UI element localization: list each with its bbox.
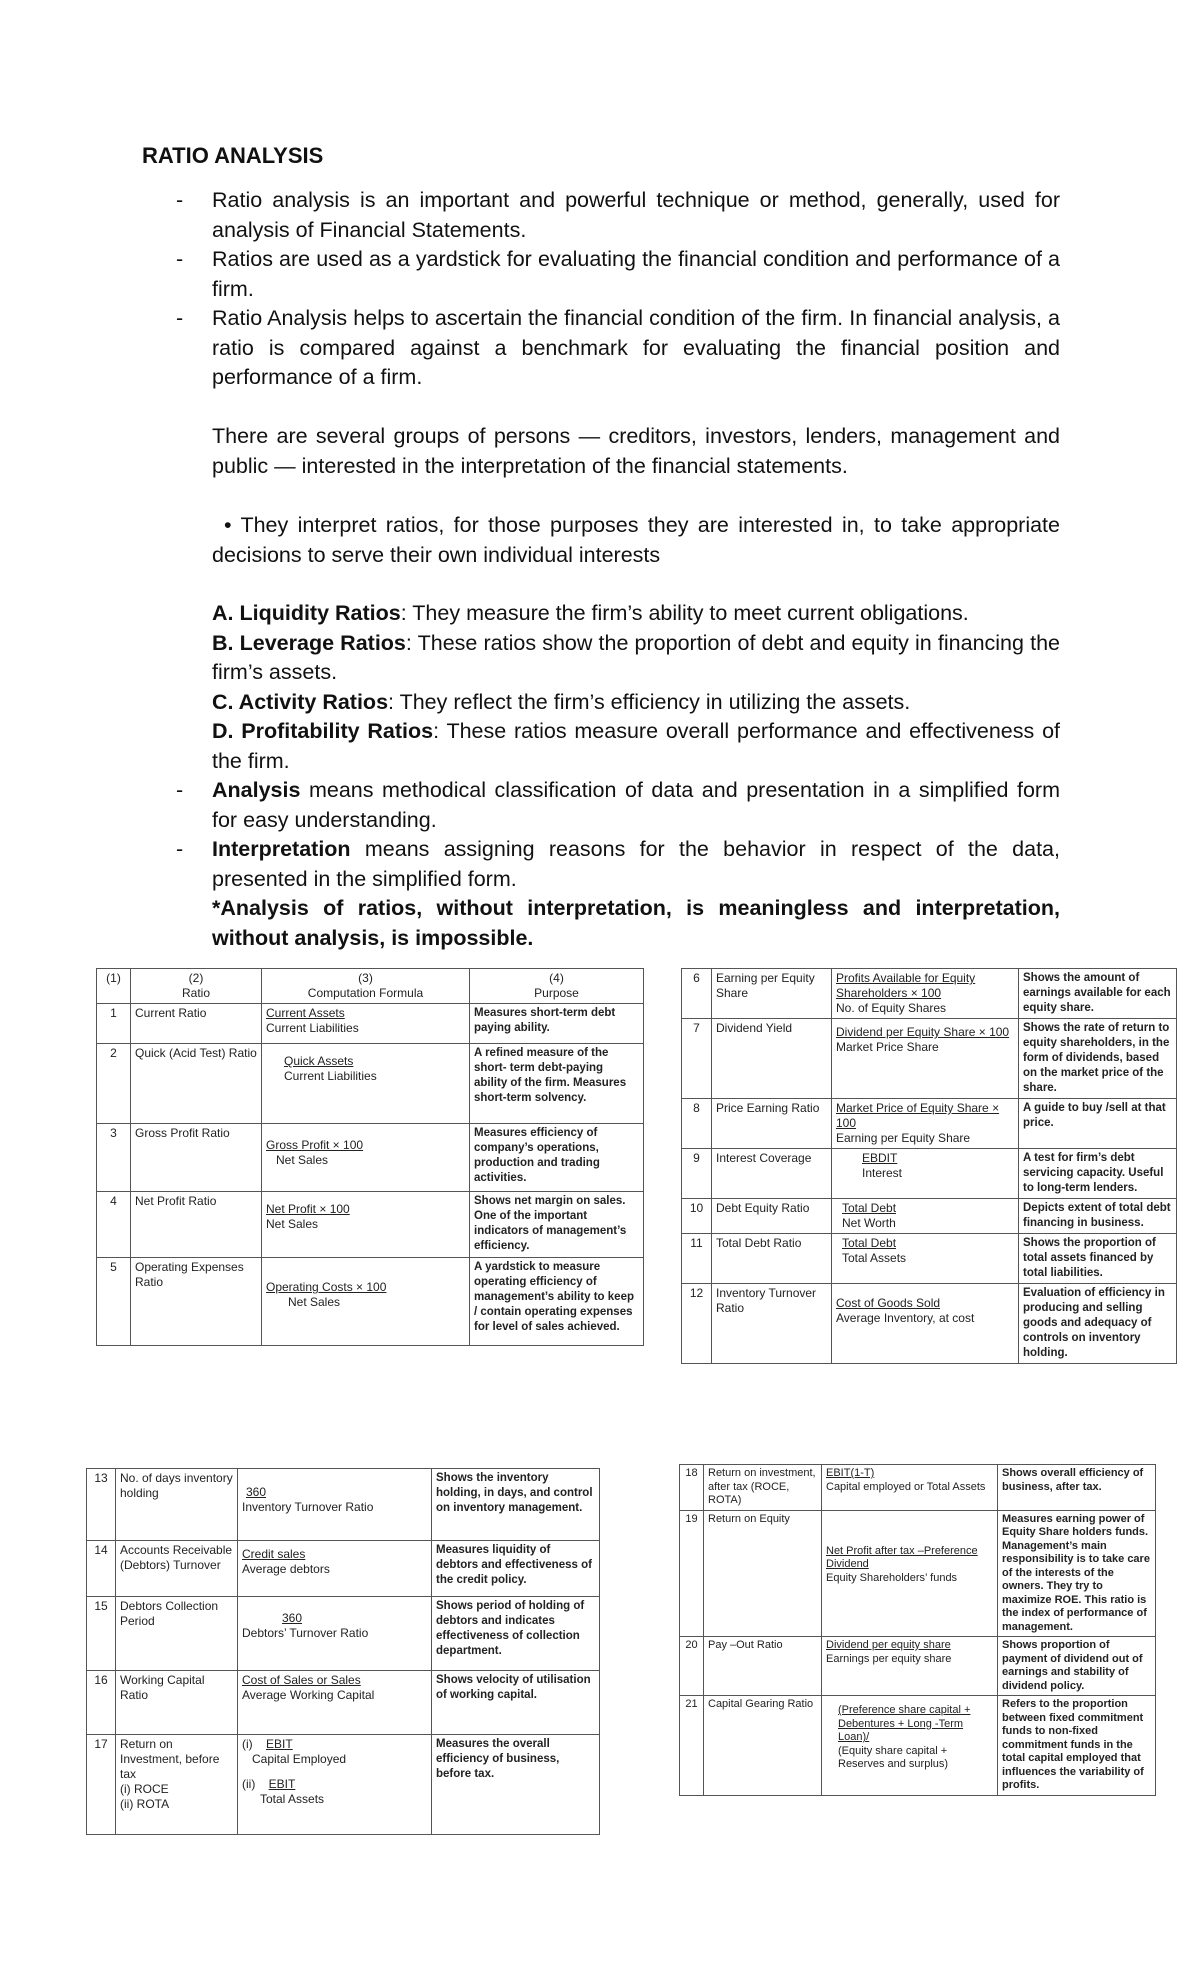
- interpretation-definition: - Interpretation means assigning reasons for the behavior in respect of the data, presented in the simplified form.: [176, 837, 1060, 891]
- table-row: 14 Accounts Receivable (Debtors) Turnover Credit sales Average debtors Measures liquidity of debtors and effectiveness of the credit policy.: [87, 1541, 600, 1597]
- group-leverage: B. Leverage Ratios: These ratios show the proportion of debt and equity in financing the firm’s assets.: [212, 630, 1060, 684]
- ratio-table-4: [679, 1464, 1156, 1796]
- group-liquidity: A. Liquidity Ratios: They measure the firm’s ability to meet current obligations.: [212, 601, 969, 625]
- table-row: 16 Working Capital Ratio Cost of Sales or Sales Average Working Capital Shows velocity of utilisation of working capital.: [87, 1671, 600, 1735]
- table-row: 13 No. of days inventory holding 360 Inventory Turnover Ratio Shows the inventory holding, in days, and control on inventory management.: [87, 1469, 600, 1541]
- table-row: 9 Interest Coverage EBDIT Interest A test for firm’s debt servicing capacity. Useful to long-term lenders.: [682, 1149, 1177, 1199]
- table-row: 7 Dividend Yield Dividend per Equity Share × 100 Market Price Share Shows the rate of return to equity shareholders, in the form of dividends, based on the market price of the share.: [682, 1019, 1177, 1099]
- table-row: 11 Total Debt Ratio Total Debt Total Assets Shows the proportion of total assets financed by total liabilities.: [682, 1234, 1177, 1284]
- group-profitability: D. Profitability Ratios: These ratios measure overall performance and effectiveness of the firm.: [212, 719, 1060, 773]
- table-row: 10 Debt Equity Ratio Total Debt Net Worth Depicts extent of total debt financing in business.: [682, 1199, 1177, 1234]
- interpret-paragraph: • They interpret ratios, for those purposes they are interested in, to take appropriate decisions to serve their own individual interests: [212, 513, 1060, 567]
- bullet-item: - Ratio Analysis helps to ascertain the financial condition of the firm. In financial analysis, a ratio is compared against a benchmark for evaluating the financial position and performance of a firm.: [176, 306, 1060, 389]
- ratio-table-3: [86, 1468, 600, 1835]
- table-row: 12 Inventory Turnover Ratio Cost of Goods Sold Average Inventory, at cost Evaluation of efficiency in producing and selling goods and adequacy of controls on inventory holding.: [682, 1284, 1177, 1364]
- table-header-row: (1) (2) Ratio (3) Computation Formula (4) Purpose: [97, 969, 644, 1004]
- table-row: 8 Price Earning Ratio Market Price of Equity Share × 100 Earning per Equity Share A guide to buy /sell at that price.: [682, 1099, 1177, 1149]
- bullet-item: - Ratios are used as a yardstick for evaluating the financial condition and performance of a firm.: [176, 247, 1060, 301]
- table-row: 18 Return on investment, after tax (ROCE, ROTA) EBIT(1-T) Capital employed or Total Assets Shows overall efficiency of business, after tax.: [680, 1465, 1156, 1511]
- group-activity: C. Activity Ratios: They reflect the firm’s efficiency in utilizing the assets.: [212, 689, 911, 714]
- table-row: 15 Debtors Collection Period 360 Debtors’ Turnover Ratio Shows period of holding of debtors and indicates effectiveness of collection department.: [87, 1597, 600, 1671]
- table-row: 3 Gross Profit Ratio Gross Profit × 100 Net Sales Measures efficiency of company’s operations, production and trading activities.: [97, 1124, 644, 1192]
- table-row: 21 Capital Gearing Ratio (Preference share capital + Debentures + Long -Term Loan)/ (Equity share capital + Reserves and surplus) Refers to the proportion between fixed commitment funds to non-fixed commitment funds in the total capital employed that influences the variability of profits.: [680, 1696, 1156, 1796]
- table-row: 4 Net Profit Ratio Net Profit × 100 Net Sales Shows net margin on sales. One of the important indicators of management’s efficiency.: [97, 1192, 644, 1258]
- table-row: 1 Current Ratio Current Assets Current Liabilities Measures short-term debt paying ability.: [97, 1004, 644, 1044]
- bullet-item: - Ratio analysis is an important and powerful technique or method, generally, used for analysis of Financial Statements.: [176, 188, 1060, 242]
- ratio-table-2: [681, 968, 1177, 1364]
- analysis-definition: - Analysis means methodical classification of data and presentation in a simplified form for easy understanding.: [176, 778, 1060, 832]
- table-row: 5 Operating Expenses Ratio Operating Costs × 100 Net Sales A yardstick to measure operating efficiency of management’s ability to keep / contain operating expenses for level of sales achieved.: [97, 1258, 644, 1346]
- ratio-table-1: [96, 968, 644, 1346]
- table-row: 19 Return on Equity Net Profit after tax –Preference Dividend Equity Shareholders’ funds Measures earning power of Equity Share holders funds. Management’s main responsibility is to take care of the interests of the owners. They try to maximize ROE. This ratio is the index of performance of management.: [680, 1510, 1156, 1637]
- conclusion: *Analysis of ratios, without interpretation, is meaningless and interpretation, without analysis, is impossible.: [212, 896, 1060, 950]
- ratio-groups: [176, 599, 1060, 953]
- groups-paragraph: There are several groups of persons — creditors, investors, lenders, management and public — interested in the interpretation of the financial statements.: [212, 424, 1060, 478]
- table-row: 17 Return on Investment, before tax (i) ROCE (ii) ROTA (i) EBIT Capital Employed (ii) EBIT Total Assets Measures the overall efficiency of business, before tax.: [87, 1735, 600, 1835]
- table-row: 6 Earning per Equity Share Profits Available for Equity Shareholders × 100 No. of Equity Shares Shows the amount of earnings available for each equity share.: [682, 969, 1177, 1019]
- page-title: RATIO ANALYSIS: [142, 143, 324, 168]
- table-row: 2 Quick (Acid Test) Ratio Quick Assets Current Liabilities A refined measure of the short- term debt-paying ability of the firm. Measures short-term solvency.: [97, 1044, 644, 1124]
- intro-bullets: [176, 186, 1060, 393]
- table-row: 20 Pay –Out Ratio Dividend per equity share Earnings per equity share Shows proportion of payment of dividend out of earnings and stability of dividend policy.: [680, 1637, 1156, 1696]
